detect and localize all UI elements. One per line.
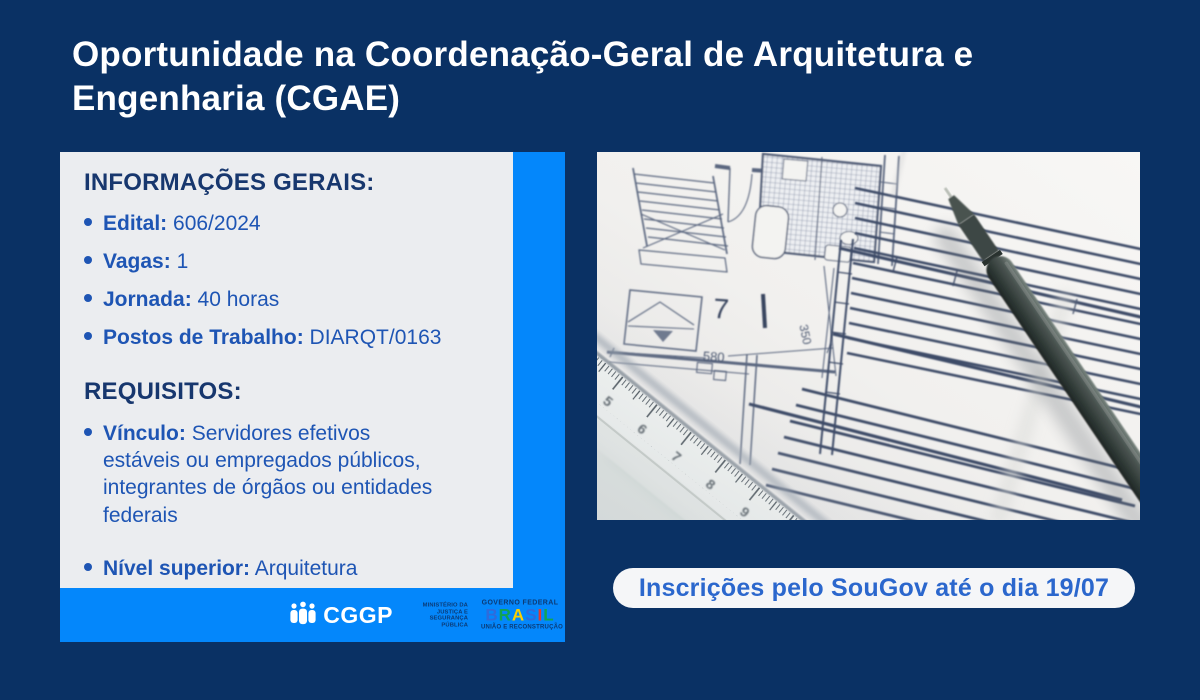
bullet-icon	[84, 428, 92, 436]
bullet-icon	[84, 256, 92, 264]
info-item-postos	[84, 324, 495, 351]
general-info-list	[84, 210, 495, 351]
bullet-icon	[84, 218, 92, 226]
requirement-value: Arquitetura	[254, 556, 358, 580]
blueprint-photo	[597, 152, 1140, 520]
requirements-list	[84, 420, 495, 581]
brasil-letter: I	[537, 605, 544, 625]
requirements-heading: REQUISITOS:	[84, 378, 242, 406]
info-item-value: 606/2024	[173, 212, 261, 235]
requirement-item-nivel	[84, 555, 495, 582]
requirement-label: Vínculo:	[103, 422, 186, 446]
info-item-label: Edital:	[103, 212, 168, 235]
ministry-line: MINISTÉRIO DA	[422, 601, 468, 609]
ministry-wordmark	[406, 596, 468, 634]
info-card	[60, 152, 565, 642]
info-item-edital	[84, 210, 495, 237]
ministry-line: JUSTIÇA E	[436, 608, 468, 615]
general-info-heading: INFORMAÇÕES GERAIS:	[84, 169, 375, 196]
bullet-icon	[84, 332, 92, 340]
signup-banner-text: Inscrições pelo SouGov até o dia 19/07	[638, 573, 1110, 602]
page-title: Oportunidade na Coordenação-Geral de Arquitetura e Engenharia (CGAE)	[72, 35, 974, 119]
signup-banner[interactable]	[613, 568, 1135, 608]
gov-federal-label: GOVERNO FEDERAL	[481, 599, 559, 607]
info-item-label: Vagas:	[103, 250, 171, 274]
info-item-jornada	[84, 286, 495, 313]
brasil-letter: L	[543, 605, 555, 625]
blueprint-illustration	[597, 152, 1140, 520]
bullet-icon	[84, 563, 92, 571]
info-item-label: Jornada:	[103, 288, 192, 312]
info-item-value: 40 horas	[197, 288, 280, 312]
brasil-wordmark	[481, 607, 559, 625]
cggp-people-icon	[288, 601, 318, 629]
brasil-letter: R	[498, 605, 512, 625]
info-item-value: DIARQT/0163	[309, 326, 442, 350]
logo-bar	[60, 588, 565, 642]
brasil-letter: B	[485, 605, 499, 625]
gov-federal-logo	[481, 592, 564, 638]
brasil-letter: A	[511, 605, 526, 625]
bullet-icon	[84, 294, 92, 302]
cggp-logo	[288, 601, 393, 629]
info-item-vagas	[84, 248, 495, 275]
info-item-label: Postos de Trabalho:	[103, 326, 304, 350]
ministry-line: SEGURANÇA PÚBLICA	[429, 615, 468, 629]
requirement-label: Nível superior:	[103, 556, 251, 580]
cggp-wordmark: CGGP	[323, 601, 393, 628]
brasil-letter: S	[525, 605, 538, 625]
info-card-panel	[60, 152, 513, 588]
info-item-value: 1	[176, 250, 189, 274]
gov-slogan: UNIÃO E RECONSTRUÇÃO	[481, 624, 564, 631]
requirement-item-vinculo	[84, 420, 495, 528]
requirement-value: Servidores efetivos estáveis ou empregados públicos, integrantes de órgãos ou entidades federais	[103, 422, 433, 527]
